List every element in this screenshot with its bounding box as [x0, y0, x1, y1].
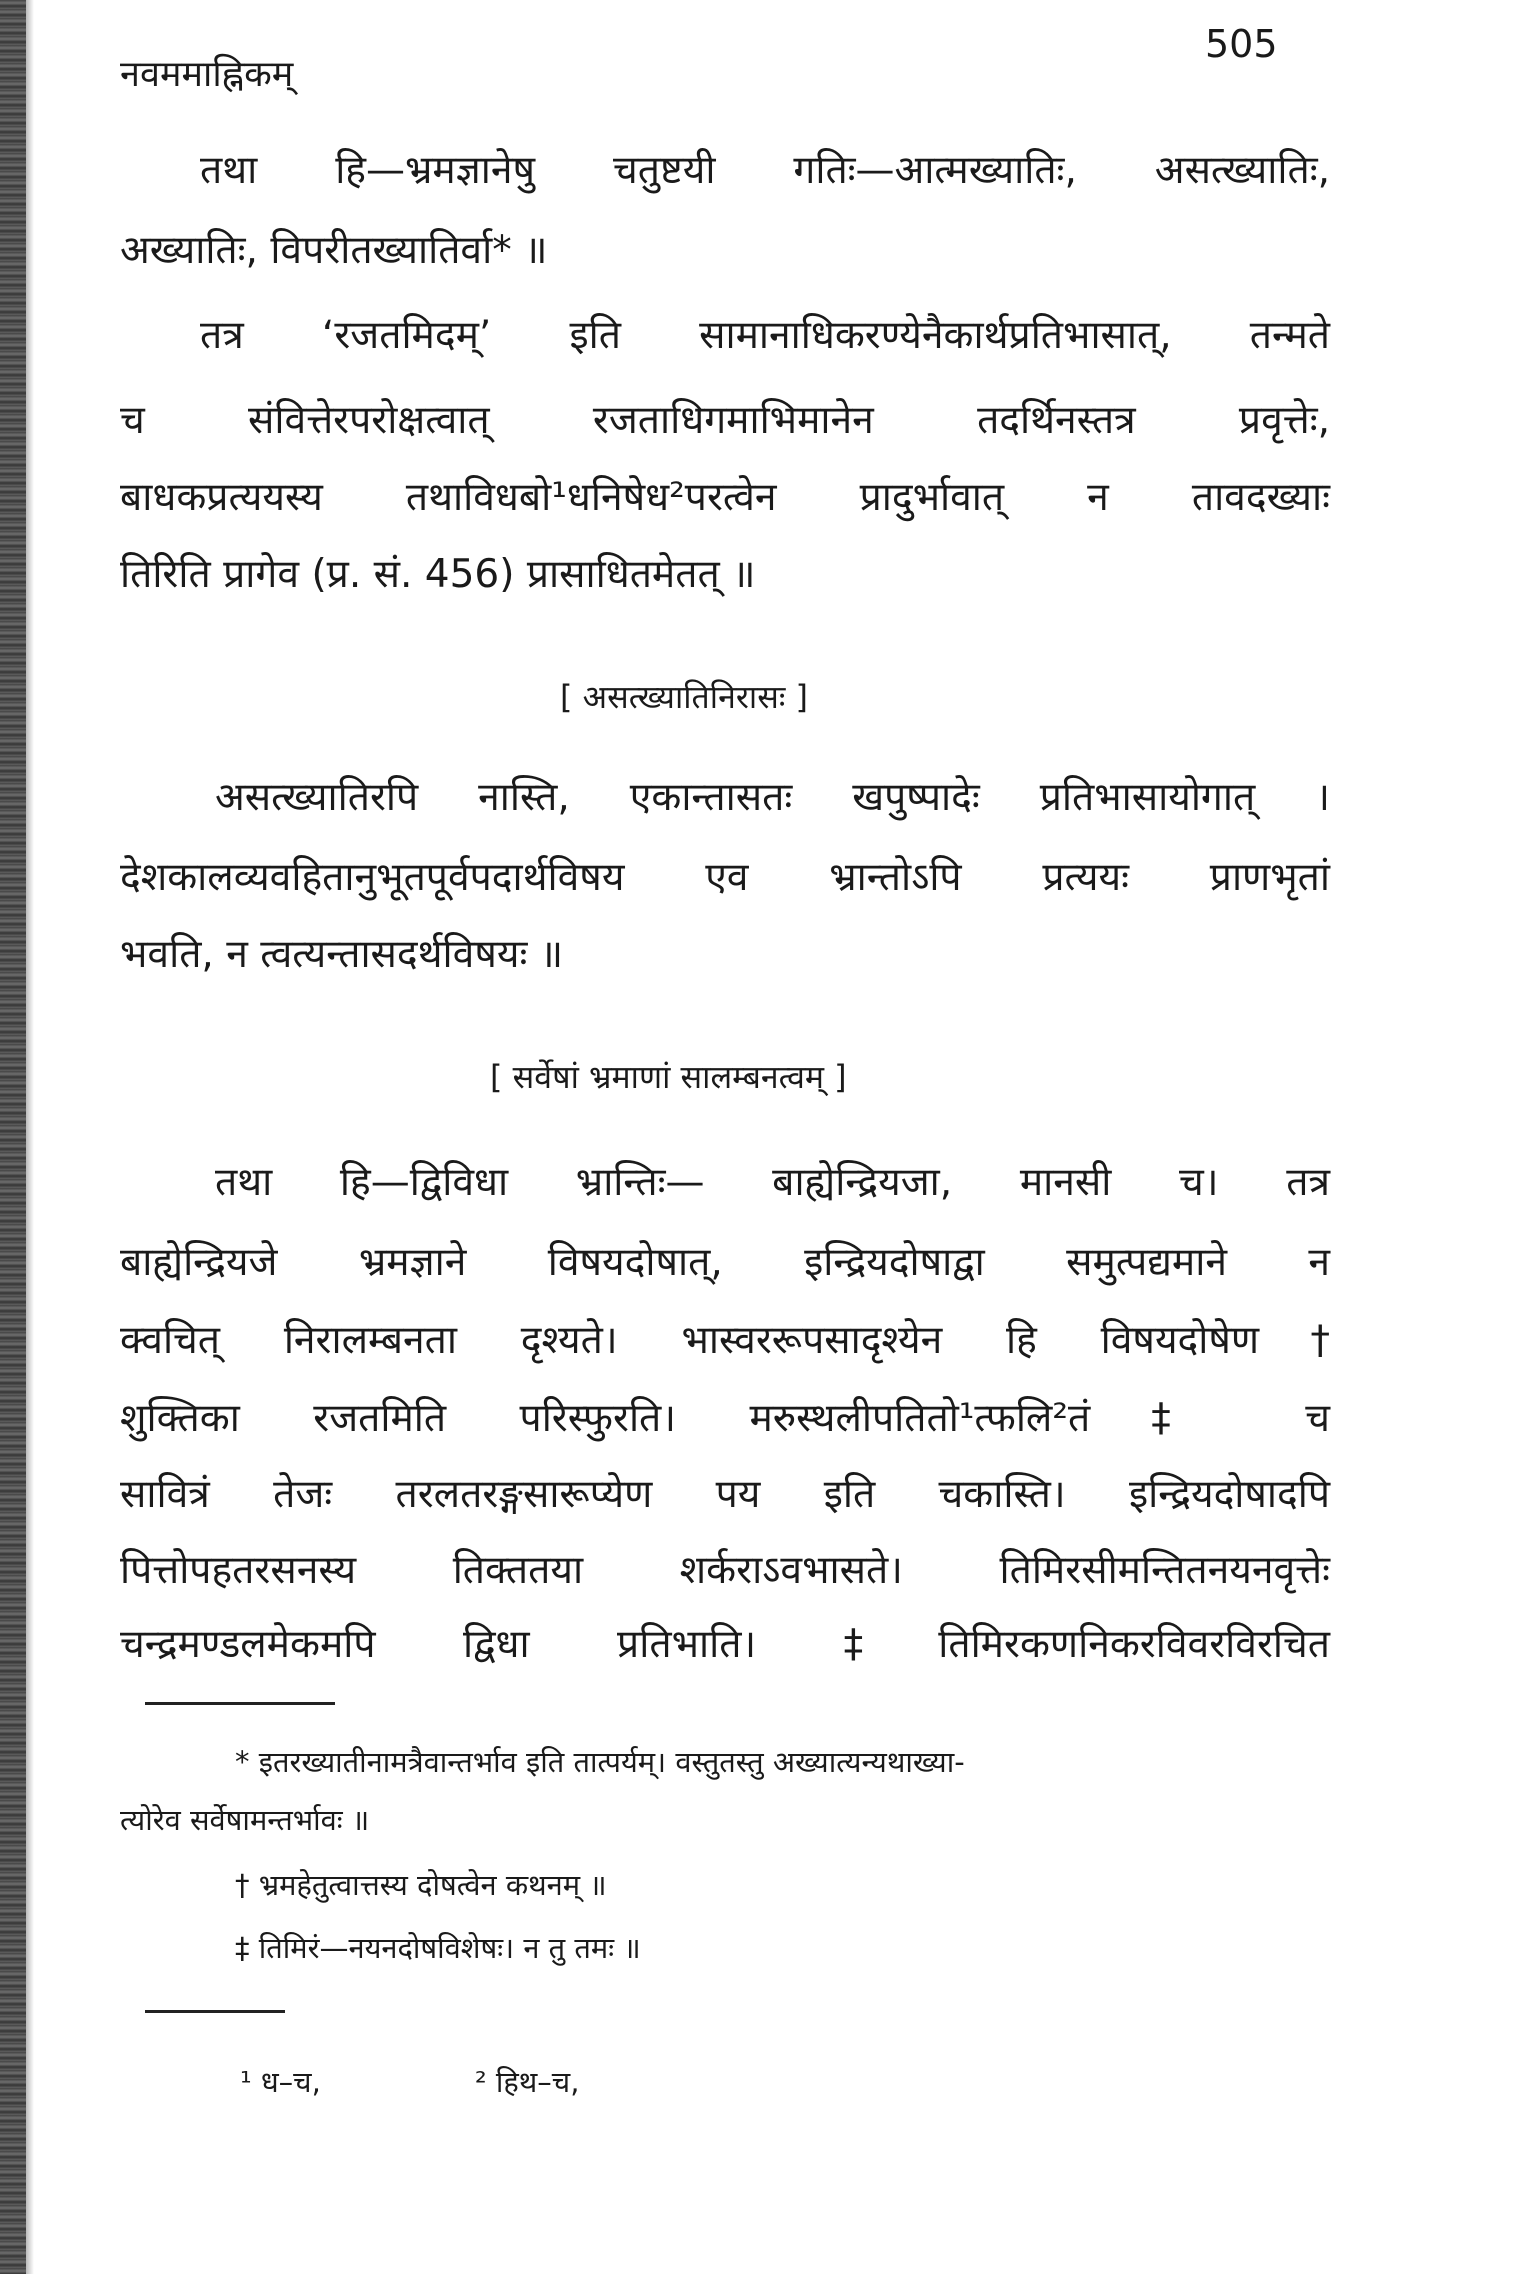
footnote: त्योरेव सर्वेषामन्तर्भावः ॥ [120, 1803, 370, 1837]
text-line: सावित्रं तेजः तरलतरङ्गसारूप्येण पय इति चकास्ति। इन्द्रियदोषादपि [120, 1472, 1330, 1517]
text-line: च संवित्तेरपरोक्षत्वात् रजताधिगमाभिमानेन तदर्थिनस्तत्र प्रवृत्तेः, [120, 398, 1330, 443]
text-line: तथा हि—द्विविधा भ्रान्तिः— बाह्येन्द्रियजा, मानसी च। तत्र [215, 1160, 1330, 1205]
text-line: असत्ख्यातिरपि नास्ति, एकान्तासतः खपुष्पादेः प्रतिभासायोगात् । [215, 775, 1330, 820]
variant-reading: ² हिथ–च, [475, 2065, 580, 2099]
text-line: देशकालव्यवहितानुभूतपूर्वपदार्थविषय एव भ्रान्तोऽपि प्रत्ययः प्राणभृतां [120, 855, 1330, 900]
text-line: भवति, न त्वत्यन्तासदर्थविषयः ॥ [120, 932, 564, 977]
text-line: शुक्तिका रजतमिति परिस्फुरति। मरुस्थलीपतितो¹त्फलि²तं‡ च [120, 1396, 1330, 1441]
text-line: तिरिति प्रागेव (प्र. सं. 456) प्रासाधितमेतत् ॥ [120, 552, 756, 597]
page-number: 505 [1205, 22, 1278, 66]
variant-rule [145, 2010, 285, 2013]
book-binding-edge [0, 0, 26, 2274]
footnote: ‡ तिमिरं—नयनदोषविशेषः। न तु तमः ॥ [235, 1931, 641, 1965]
page-gutter-shadow [26, 0, 34, 2274]
section-heading: [ असत्ख्यातिनिरासः ] [560, 678, 808, 716]
variant-reading: ¹ ध–च, [240, 2065, 321, 2099]
text-line: बाह्येन्द्रियजे भ्रमज्ञाने विषयदोषात्, इन्द्रियदोषाद्वा समुत्पद्यमाने न [120, 1240, 1330, 1285]
text-line: चन्द्रमण्डलमेकमपि द्विधा प्रतिभाति। ‡तिमिरकणनिकरविवरविरचित [120, 1622, 1330, 1667]
text-line: बाधकप्रत्ययस्य तथाविधबो¹धनिषेध²परत्वेन प्रादुर्भावात् न तावदख्याः [120, 475, 1330, 520]
footnote-rule [145, 1702, 335, 1705]
text-line: क्वचित् निरालम्बनता दृश्यते। भास्वररूपसादृश्येन हि विषयदोषेण† [120, 1318, 1330, 1363]
text-line: पित्तोपहतरसनस्य तिक्ततया शर्कराऽवभासते। तिमिरसीमन्तितनयनवृत्तेः [120, 1548, 1330, 1593]
footnote: † भ्रमहेतुत्वात्तस्य दोषत्वेन कथनम् ॥ [235, 1868, 607, 1902]
running-head: नवममाह्निकम् [120, 54, 294, 95]
text-line: अख्यातिः, विपरीतख्यातिर्वा* ॥ [120, 228, 548, 273]
text-line: तत्र ‘रजतमिदम्’ इति सामानाधिकरण्येनैकार्थप्रतिभासात्, तन्मते [200, 313, 1330, 358]
section-heading: [ सर्वेषां भ्रमाणां सालम्बनत्वम् ] [490, 1058, 847, 1096]
text-line: तथा हि—भ्रमज्ञानेषु चतुष्टयी गतिः—आत्मख्यातिः, असत्ख्यातिः, [200, 148, 1330, 193]
footnote: * इतरख्यातीनामत्रैवान्तर्भाव इति तात्पर्यम्। वस्तुतस्तु अख्यात्यन्यथाख्या- [235, 1745, 965, 1779]
